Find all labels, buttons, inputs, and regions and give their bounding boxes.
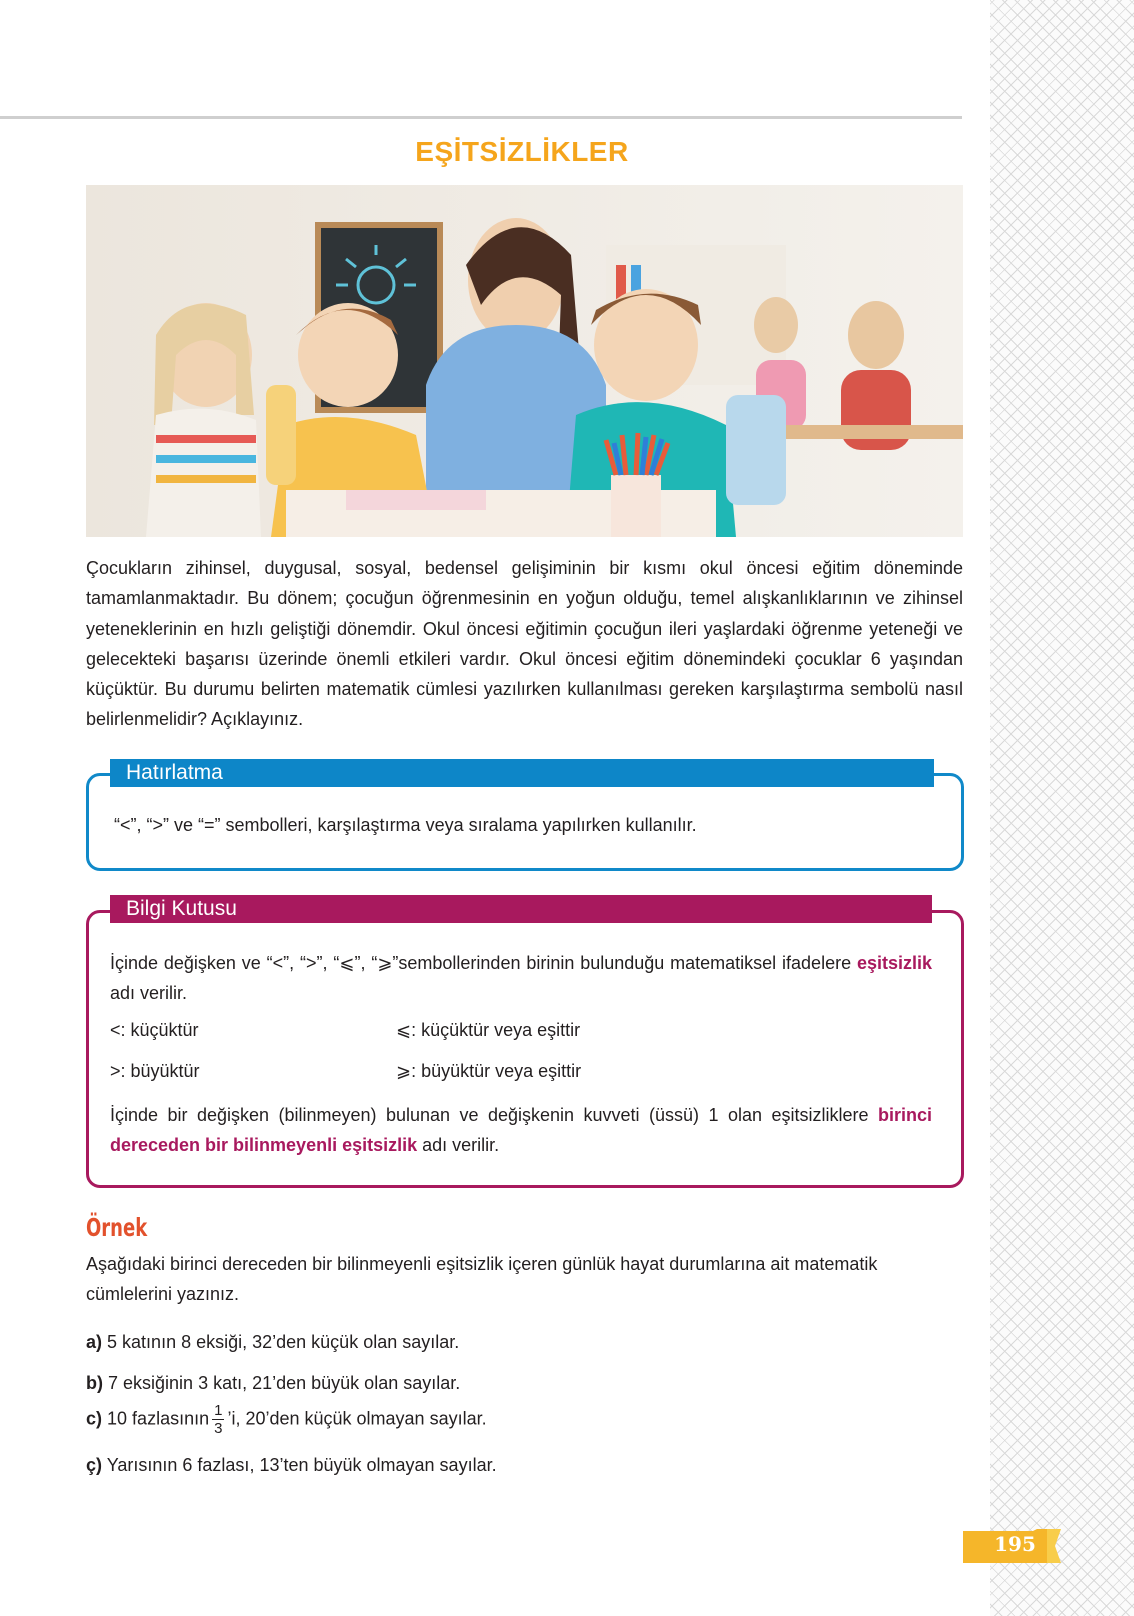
item-label: c) (86, 1408, 103, 1429)
bilgi-kutusu-intro (110, 948, 932, 1009)
ornek-intro: Aşağıdaki birinci dereceden bir bilinmeyenli eşitsizlik içeren günlük hayat durumlarına ait matematik cümlelerini yazınız. (86, 1254, 878, 1305)
bilgi-kutusu-label: Bilgi Kutusu (110, 895, 932, 923)
top-rule (0, 116, 962, 119)
item-text: 5 katının 8 eksiği, 32’den küçük olan sayılar. (107, 1332, 460, 1352)
item-label: ç) (86, 1455, 103, 1475)
symbol-greater-equal: ⩾: büyüktür veya eşittir (396, 1061, 582, 1081)
bk-intro-term: eşitsizlik (856, 953, 932, 973)
side-pattern (990, 0, 1134, 1616)
hatirlatma-text: “<”, “>” ve “=” sembolleri, karşılaştırma veya sıralama yapılırken kullanılır. (114, 815, 697, 835)
bk-def-after: adı verilir. (417, 1135, 500, 1156)
bilgi-kutusu-definition (110, 1100, 932, 1161)
classroom-illustration (86, 185, 963, 537)
item-label: a) (86, 1332, 103, 1352)
page-title: EŞİTSİZLİKLER (415, 136, 629, 167)
item-label: b) (86, 1373, 103, 1393)
example-item-c (86, 1402, 487, 1437)
item-text-after: ’i, 20’den küçük olmayan sayılar. (227, 1408, 487, 1429)
bk-def-before: İçinde bir değişken (bilinmeyen) bulunan ve değişkenin kuvveti (üssü) 1 olan eşitsizliklere (110, 1105, 878, 1125)
symbol-less: <: küçüktür (110, 1020, 199, 1040)
example-item-b (86, 1373, 460, 1394)
item-text-before: 10 fazlasının (107, 1408, 210, 1429)
classroom-photo (86, 185, 963, 537)
example-item-cc (86, 1455, 497, 1476)
item-text: 7 eksiğinin 3 katı, 21’den büyük olan sayılar. (108, 1373, 461, 1393)
bk-def-term: birinci dereceden bir bilinmeyenli eşitsizlik (110, 1105, 932, 1156)
fraction-denominator: 3 (214, 1420, 223, 1437)
example-item-a (86, 1332, 459, 1353)
ornek-heading: Örnek (86, 1213, 148, 1242)
item-text: Yarısının 6 fazlası, 13’ten büyük olmayan sayılar. (106, 1455, 497, 1475)
symbol-greater: >: büyüktür (110, 1061, 200, 1081)
page-number: 195 (994, 1532, 1036, 1556)
fraction (212, 1402, 224, 1437)
fraction-numerator: 1 (214, 1402, 223, 1419)
bk-intro-after: adı verilir. (110, 983, 188, 1004)
bk-intro-before: İçinde değişken ve “<”, “>”, “⩽”, “⩾”sembollerinden birinin bulunduğu matematiksel ifadelere (110, 953, 857, 973)
symbol-less-equal: ⩽: küçüktür veya eşittir (396, 1020, 581, 1040)
hatirlatma-label: Hatırlatma (110, 759, 934, 787)
intro-paragraph: Çocukların zihinsel, duygusal, sosyal, bedensel gelişiminin bir kısmı okul öncesi eğitim döneminde tamamlanmaktadır. Bu dönem; çocuğun öğrenmesinin en yoğun olduğu, temel alışkanlıklarının ve zihinsel yeteneklerinin en hızlı geliştiği dönemdir. Okul öncesi eğitimin çocuğun ileri yaşlardaki öğrenme yeteneği ve gelecekteki başarısı üzerinde önemli etkileri vardır. Okul öncesi eğitim dönemindeki çocuklar 6 yaşından küçüktür. Bu durumu belirten matematik cümlesi yazılırken kullanılması gereken karşılaştırma sembolü nasıl belirlenmelidir? Açıklayınız. (86, 558, 963, 730)
